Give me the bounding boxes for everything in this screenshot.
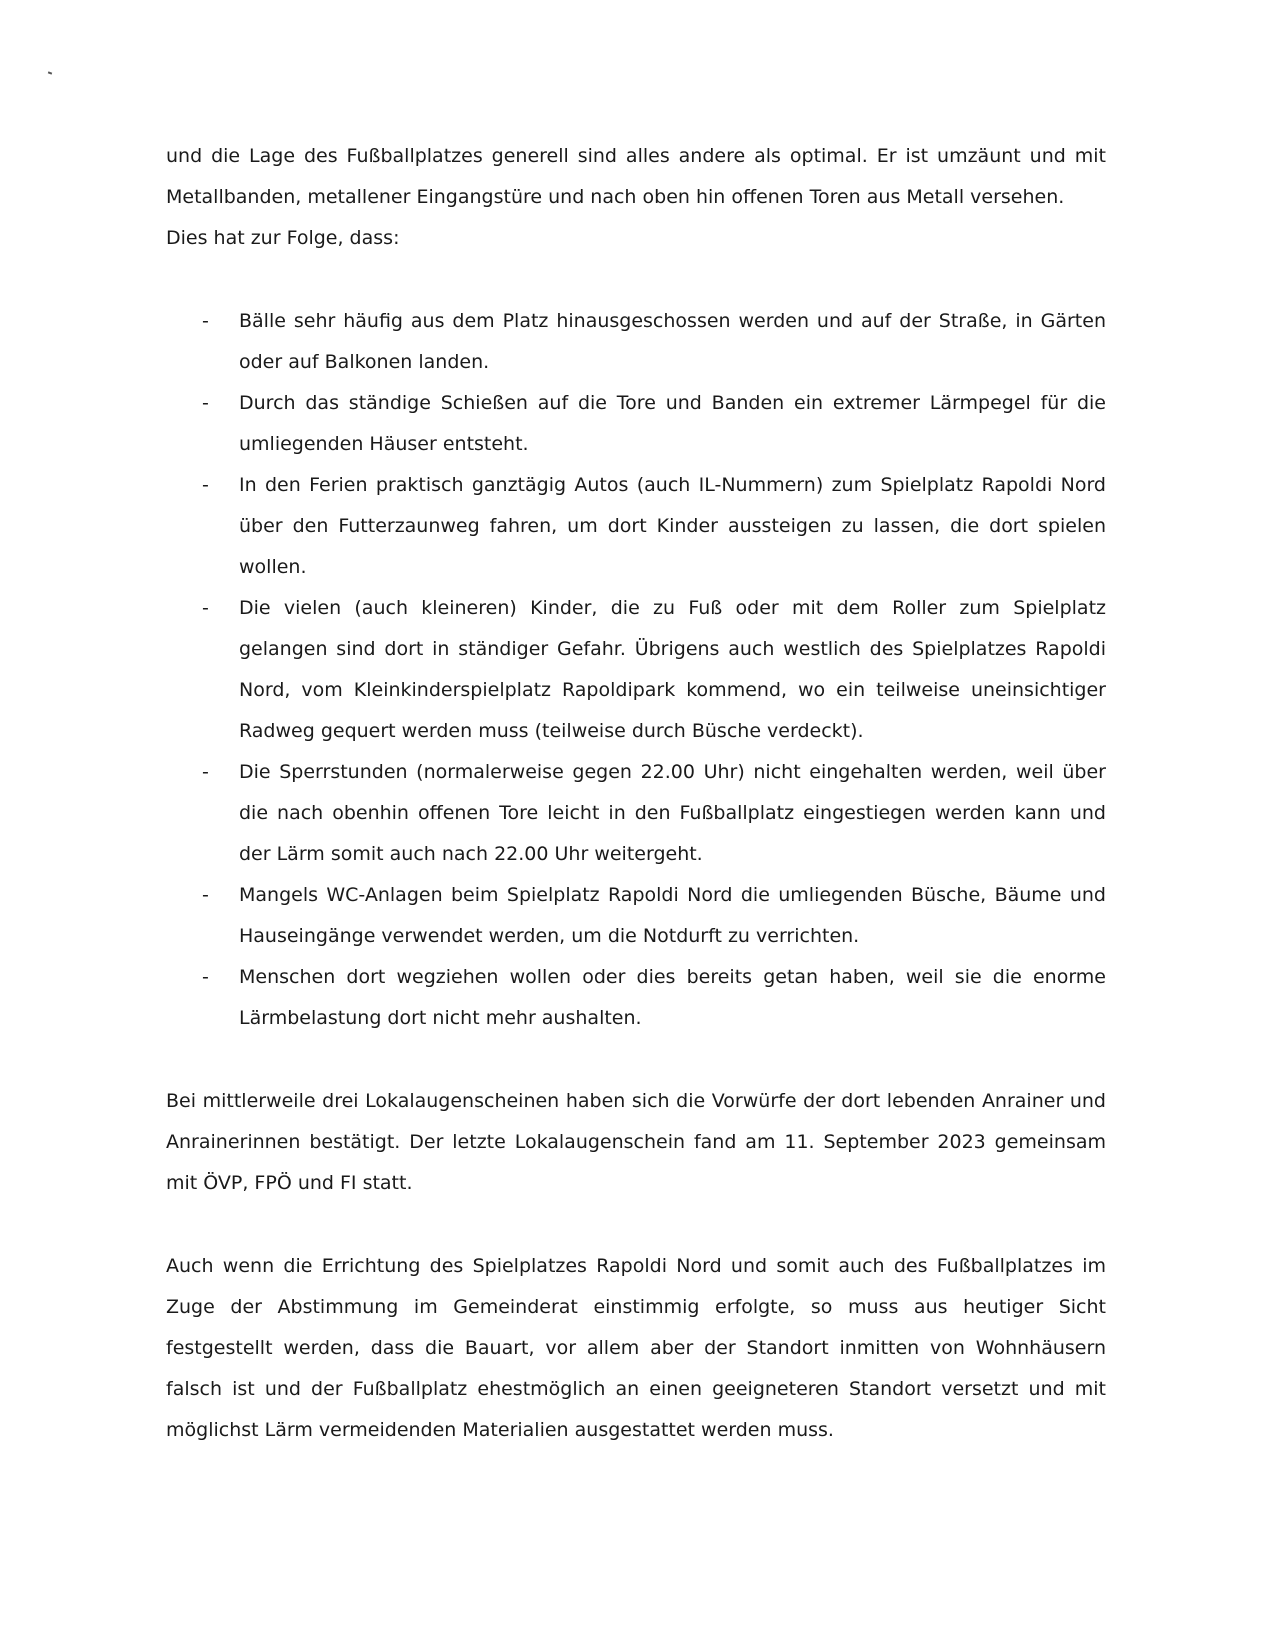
bullet-dash: - [202, 966, 209, 988]
list-item-text: Durch das ständige Schießen auf die Tore und Banden ein extremer Lärmpegel für die umliegenden Häuser entsteht. [239, 392, 1106, 455]
bullet-dash: - [202, 597, 209, 619]
list-item-text: Die vielen (auch kleineren) Kinder, die zu Fuß oder mit dem Roller zum Spielplatz gelangen sind dort in ständiger Gefahr. Übrigens auch westlich des Spielplatzes Rapoldi Nord, vom Kleinkinderspielplatz Rapoldipark kommend, wo ein teilweise uneinsichtiger Radweg gequert werden muss (teilweise durch Büsche verdeckt). [239, 597, 1106, 742]
bullet-dash: - [202, 310, 209, 332]
spacer [166, 1204, 1106, 1246]
list-item-text: Die Sperrstunden (normalerweise gegen 22.00 Uhr) nicht eingehalten werden, weil über die nach obenhin offenen Tore leicht in den Fußballplatz eingestiegen werden kann und der Lärm somit auch nach 22.00 Uhr weitergeht. [239, 761, 1106, 865]
list-item-text: Mangels WC-Anlagen beim Spielplatz Rapoldi Nord die umliegenden Büsche, Bäume und Hauseingänge verwendet werden, um die Notdurft zu verrichten. [239, 884, 1106, 947]
list-item-text: In den Ferien praktisch ganztägig Autos (auch IL-Nummern) zum Spielplatz Rapoldi Nord über den Futterzaunweg fahren, um dort Kinder aussteigen zu lassen, die dort spielen wollen. [239, 474, 1106, 578]
spacer [166, 259, 1106, 301]
list-item [166, 301, 1106, 383]
bullet-dash: - [202, 761, 209, 783]
consequences-list [166, 301, 1106, 1039]
list-item [166, 957, 1106, 1039]
conclusion-paragraph: Auch wenn die Errichtung des Spielplatzes Rapoldi Nord und somit auch des Fußballplatzes im Zuge der Abstimmung im Gemeinderat einstimmig erfolgte, so muss aus heutiger Sicht festgestellt werden, dass die Bauart, vor allem aber der Standort inmitten von Wohnhäusern falsch ist und der Fußballplatz ehestmöglich an einen geeigneteren Standort versetzt und mit möglichst Lärm vermeidenden Materialien ausgestattet werden muss. [166, 1255, 1106, 1441]
intro-lead-in: Dies hat zur Folge, dass: [166, 227, 400, 249]
list-item [166, 875, 1106, 957]
list-item [166, 588, 1106, 752]
document-body [166, 136, 1106, 1451]
list-item [166, 383, 1106, 465]
spacer [166, 1039, 1106, 1081]
inspections-paragraph: Bei mittlerweile drei Lokalaugenscheinen haben sich die Vorwürfe der dort lebenden Anrainer und Anrainerinnen bestätigt. Der letzte Lokalaugenschein fand am 11. September 2023 gemeinsam mit ÖVP, FPÖ und FI statt. [166, 1090, 1106, 1194]
intro-paragraph: und die Lage des Fußballplatzes generell sind alles andere als optimal. Er ist umzäunt und mit Metallbanden, metallener Eingangstüre und nach oben hin offenen Toren aus Metall versehen. [166, 145, 1106, 208]
list-item-text: Menschen dort wegziehen wollen oder dies bereits getan haben, weil sie die enorme Lärmbelastung dort nicht mehr aushalten. [239, 966, 1106, 1029]
bullet-dash: - [202, 884, 209, 906]
list-item [166, 465, 1106, 588]
bullet-dash: - [202, 474, 209, 496]
scan-speck [48, 71, 52, 74]
list-item-text: Bälle sehr häufig aus dem Platz hinausgeschossen werden und auf der Straße, in Gärten oder auf Balkonen landen. [239, 310, 1106, 373]
list-item [166, 752, 1106, 875]
bullet-dash: - [202, 392, 209, 414]
